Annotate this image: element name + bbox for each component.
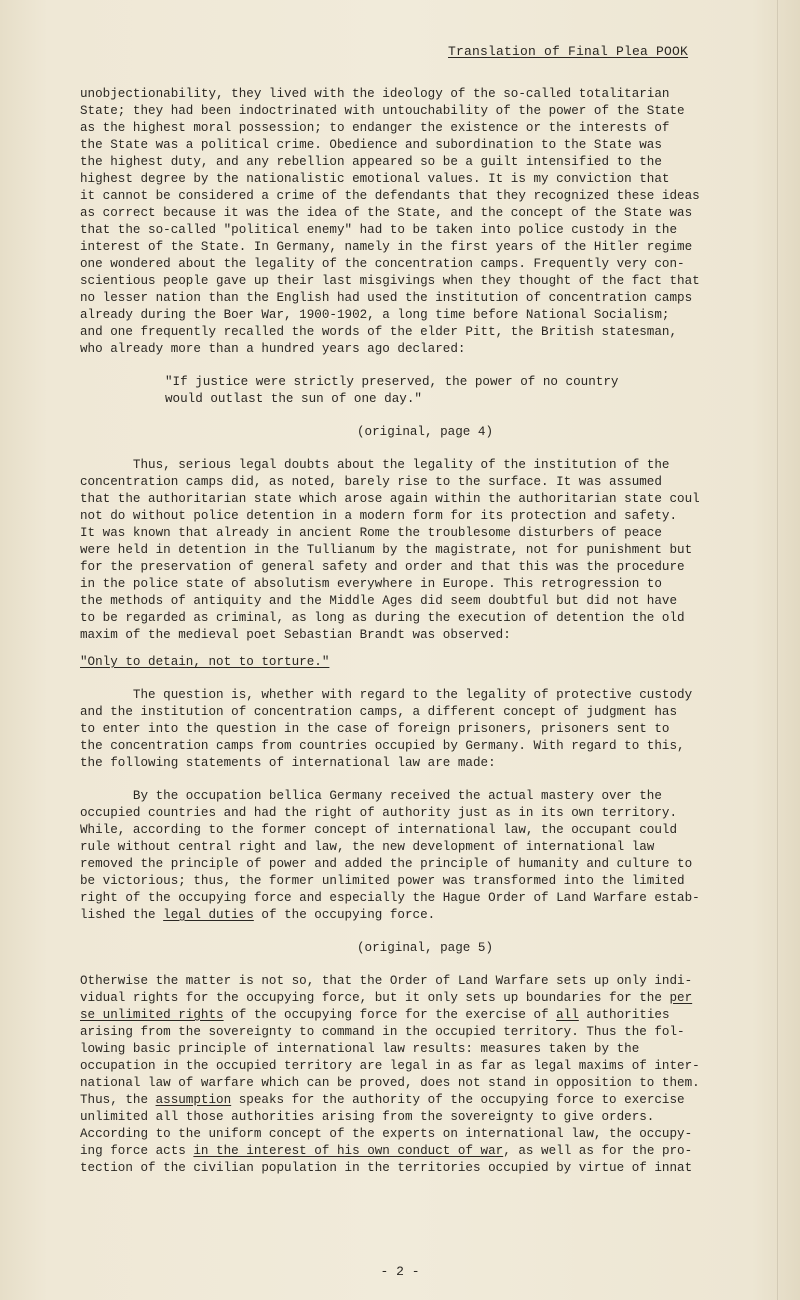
page-number: - 2 - bbox=[380, 1264, 420, 1279]
text-line: for the preservation of general safety and order and that this was the procedure bbox=[80, 560, 685, 574]
text-line: Thus, the assumption speaks for the authority of the occupying force to exercise bbox=[80, 1093, 685, 1107]
text-line: who already more than a hundred years ago declared: bbox=[80, 342, 466, 356]
text-line: The question is, whether with regard to the legality of protective custody bbox=[80, 688, 693, 702]
underlined-phrase: se unlimited rights bbox=[80, 1008, 224, 1022]
page-edge-line bbox=[777, 0, 778, 1300]
text-line: already during the Boer War, 1900-1902, a long time before National Socialism; bbox=[80, 308, 670, 322]
text-line: arising from the sovereignty to command in the occupied territory. Thus the fol- bbox=[80, 1025, 685, 1039]
text-line: one wondered about the legality of the concentration camps. Frequently very con- bbox=[80, 257, 685, 271]
underlined-phrase: per bbox=[669, 991, 693, 1005]
legal-duties-underlined: legal duties bbox=[163, 908, 254, 922]
text-line: State; they had been indoctrinated with untouchability of the power of the State bbox=[80, 104, 685, 118]
text-line: would outlast the sun of one day." bbox=[165, 392, 422, 406]
text-line: were held in detention in the Tullianum by the magistrate, not for punishment but bbox=[80, 543, 693, 557]
text-line: vidual rights for the occupying force, but it only sets up boundaries for the per bbox=[80, 991, 693, 1005]
text-line: lowing basic principle of international law results: measures taken by the bbox=[80, 1042, 640, 1056]
text-line: to enter into the question in the case of foreign prisoners, prisoners sent to bbox=[80, 722, 670, 736]
text-line: rule without central right and law, the new development of international law bbox=[80, 840, 655, 854]
text-line: se unlimited rights of the occupying force for the exercise of all authorities bbox=[80, 1008, 670, 1022]
text-line: not do without police detention in a modern form for its protection and safety. bbox=[80, 509, 678, 523]
text-line: the concentration camps from countries occupied by Germany. With regard to this, bbox=[80, 739, 685, 753]
paragraph-2 bbox=[80, 457, 770, 644]
text-line: right of the occupying force and especially the Hague Order of Land Warfare estab- bbox=[80, 891, 700, 905]
underlined-phrase: assumption bbox=[155, 1093, 232, 1107]
text-line: ing force acts in the interest of his own conduct of war, as well as for the pro- bbox=[80, 1144, 693, 1158]
text-line: According to the uniform concept of the experts on international law, the occupy- bbox=[80, 1127, 693, 1141]
text-line: that the so-called "political enemy" had to be taken into police custody in the bbox=[80, 223, 678, 237]
text-line: the methods of antiquity and the Middle Ages did seem doubtful but did not have bbox=[80, 594, 678, 608]
text-line: the highest duty, and any rebellion appeared so be a guilt intensified to the bbox=[80, 155, 662, 169]
underlined-phrase: in the interest of his own conduct of war bbox=[193, 1144, 504, 1158]
text-line: scientious people gave up their last misgivings when they thought of the fact that bbox=[80, 274, 700, 288]
text-line: "If justice were strictly preserved, the power of no country bbox=[165, 375, 619, 389]
text-line: maxim of the medieval poet Sebastian Brandt was observed: bbox=[80, 628, 511, 642]
text-line: national law of warfare which can be proved, does not stand in opposition to them. bbox=[80, 1076, 700, 1090]
text-line: It was known that already in ancient Rome the troublesome disturbers of peace bbox=[80, 526, 662, 540]
text-line: it cannot be considered a crime of the defendants that they recognized these ideas bbox=[80, 189, 700, 203]
text-line: no lesser nation than the English had used the institution of concentration camps bbox=[80, 291, 693, 305]
text-line: removed the principle of power and added the principle of humanity and culture to bbox=[80, 857, 693, 871]
document-body bbox=[80, 86, 770, 1177]
text-line: that the authoritarian state which arose again within the authoritarian state coul bbox=[80, 492, 700, 506]
quote-pitt bbox=[165, 374, 770, 408]
paragraph-3 bbox=[80, 687, 770, 772]
text-line: tection of the civilian population in the territories occupied by virtue of innat bbox=[80, 1161, 693, 1175]
page-header-title: Translation of Final Plea POOK bbox=[448, 44, 689, 59]
text-line: unobjectionability, they lived with the ideology of the so-called totalitarian bbox=[80, 87, 670, 101]
text-line: By the occupation bellica Germany received the actual mastery over the bbox=[80, 789, 662, 803]
paragraph-4 bbox=[80, 788, 770, 924]
text-line: Thus, serious legal doubts about the legality of the institution of the bbox=[80, 458, 670, 472]
underlined-phrase: all bbox=[556, 1008, 579, 1022]
text-line: While, according to the former concept of international law, the occupant could bbox=[80, 823, 678, 837]
paragraph-4-last-line: lished the legal duties of the occupying force. bbox=[80, 908, 436, 922]
text-line: unlimited all those authorities arising from the sovereignty to give orders. bbox=[80, 1110, 655, 1124]
text-line: Otherwise the matter is not so, that the Order of Land Warfare sets up only indi- bbox=[80, 974, 693, 988]
text-line: interest of the State. In Germany, namely in the first years of the Hitler regime bbox=[80, 240, 693, 254]
text-line: to be regarded as criminal, as long as during the execution of detention the old bbox=[80, 611, 685, 625]
text-line: highest degree by the nationalistic emotional values. It is my conviction that bbox=[80, 172, 670, 186]
quote-brandt bbox=[80, 654, 770, 671]
paragraph-5 bbox=[80, 973, 770, 1177]
text-line: be victorious; thus, the former unlimited power was transformed into the limited bbox=[80, 874, 685, 888]
text-line: occupied countries and had the right of authority just as in its own territory. bbox=[80, 806, 678, 820]
text-line: concentration camps did, as noted, barely rise to the surface. It was assumed bbox=[80, 475, 662, 489]
text-line: the State was a political crime. Obedience and subordination to the State was bbox=[80, 138, 662, 152]
text-line: occupation in the occupied territory are legal in as far as legal maxims of inter- bbox=[80, 1059, 700, 1073]
text-line: as the highest moral possession; to endanger the existence or the interests of bbox=[80, 121, 670, 135]
text-line: as correct because it was the idea of the State, and the concept of the State was bbox=[80, 206, 693, 220]
text-line: the following statements of international law are made: bbox=[80, 756, 496, 770]
citation-page-4: (original, page 4) bbox=[356, 425, 494, 439]
text-line: in the police state of absolutism everywhere in Europe. This retrogression to bbox=[80, 577, 662, 591]
text-line: and the institution of concentration camps, a different concept of judgment has bbox=[80, 705, 678, 719]
citation-page-5: (original, page 5) bbox=[356, 941, 494, 955]
paragraph-1 bbox=[80, 86, 770, 358]
text-line: and one frequently recalled the words of the elder Pitt, the British statesman, bbox=[80, 325, 678, 339]
quote-brandt-text: "Only to detain, not to torture." bbox=[80, 655, 330, 669]
